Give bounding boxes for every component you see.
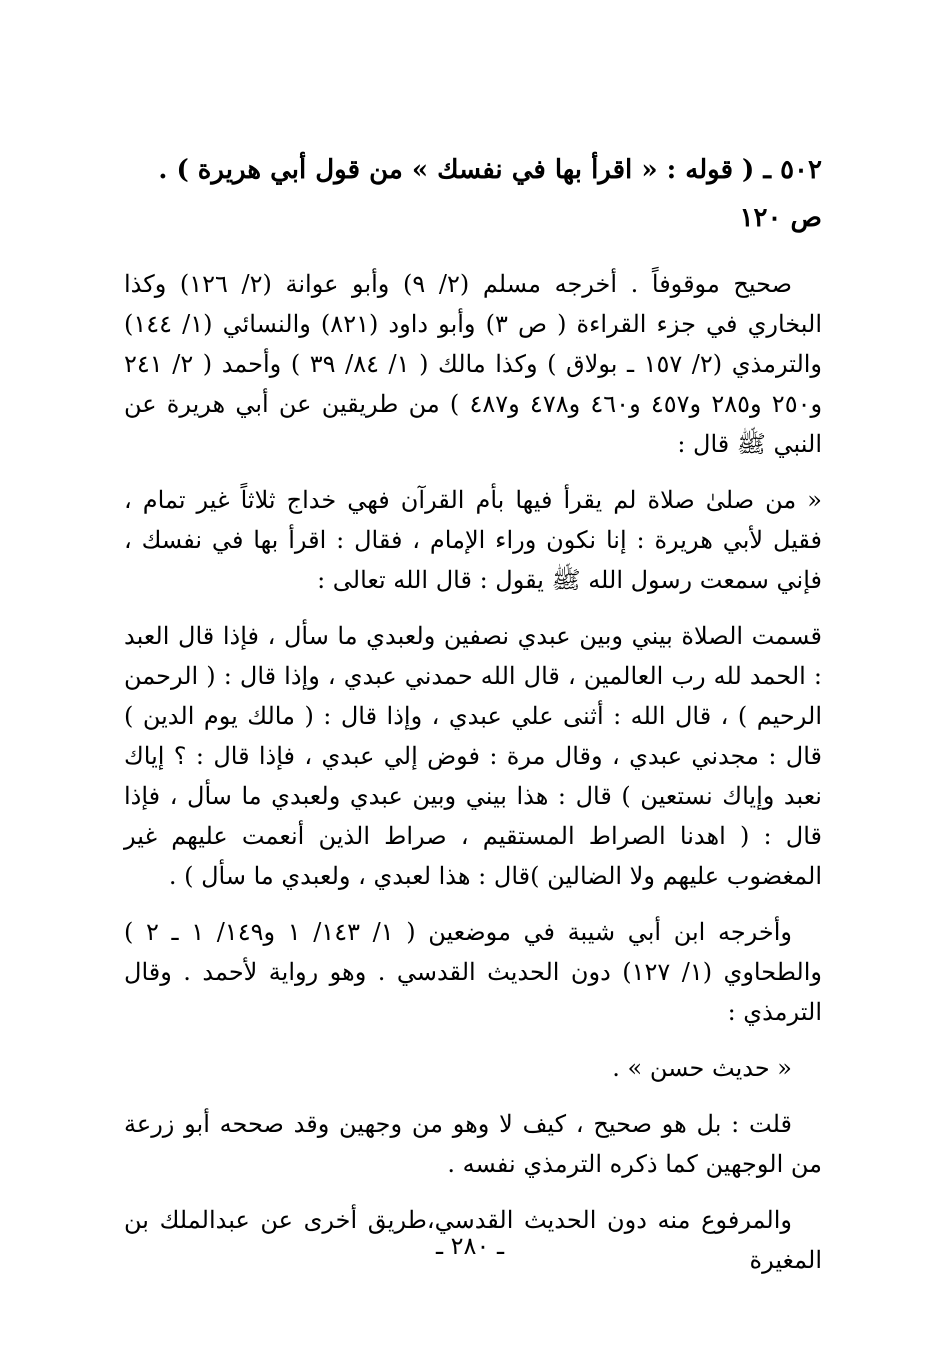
hadith-text-paragraph: « من صلىٰ صلاة لم يقرأ فيها بأم القرآن فهي خداج ثلاثاً غير تمام ، فقيل لأبي هريرة : إنا نكون وراء الإمام ، فقال : اقرأ بها في نفسك ، فإني سمعت رسول الله ﷺ يقول : قال الله تعالى : (124, 486, 822, 594)
heading-title: ٥٠٢ ـ ( قوله : « اقرأ بها في نفسك » من قول أبي هريرة ) . (158, 155, 822, 185)
additional-takhrij-paragraph: وأخرجه ابن أبي شيبة في موضعين ( ١/ ١٤٣/ ١ و١٤٩/ ١ ـ ٢ ) والطحاوي (١/ ١٢٧) دون الحديث القدسي . وهو رواية لأحمد . وقال الترمذي : (124, 918, 822, 1026)
heading-page-ref: ص ١٢٠ (739, 203, 822, 233)
page-number: ـ ٢٨٠ ـ (435, 1232, 504, 1260)
qudsi-hadith-paragraph: قسمت الصلاة بيني وبين عبدي نصفين ولعبدي ما سأل ، فإذا قال العبد : الحمد لله رب العالمين ، قال الله حمدني عبدي ، وإذا قال : ( الرحمن الرحيم ) ، قال الله : أثنى علي عبدي ، وإذا قال : ( مالك يوم الدين ) قال : مجدني عبدي ، وقال مرة : فوض إلي عبدي ، فإذا قال : ؟ إياك نعبد وإياك نستعين ) قال : هذا بيني وبين عبدي ولعبدي ما سأل ، فإذا قال : ( اهدنا الصراط المستقيم ، صراط الذين أنعمت عليهم غير المغضوب عليهم ولا الضالين )قال : هذا لعبدي ، ولعبدي ما سأل ) . (124, 622, 822, 890)
hadith-heading (124, 146, 822, 242)
tirmidhi-verdict: « حديث حسن » . (612, 1054, 792, 1082)
continuation-paragraph: والمرفوع منه دون الحديث القدسي،طريق أخرى عن عبدالملك بن المغيرة (124, 1206, 822, 1274)
author-comment-paragraph: قلت : بل هو صحيح ، كيف لا وهو من وجهين وقد صححه أبو زرعة من الوجهين كما ذكره الترمذي نفسه . (124, 1110, 822, 1178)
takhrij-paragraph: صحيح موقوفاً . أخرجه مسلم (٢/ ٩) وأبو عوانة (٢/ ١٢٦) وكذا البخاري في جزء القراءة ( ص ٣) وأبو داود (٨٢١) والنسائي (١/ ١٤٤) والترمذي (٢/ ١٥٧ ـ بولاق ) وكذا مالك ( ١/ ٨٤/ ٣٩ ) وأحمد ( ٢/ ٢٤١ و٢٥٠ و٢٨٥ و٤٥٧ و٤٦٠ و٤٧٨ و٤٨٧ ) من طريقين عن أبي هريرة عن النبي ﷺ قال : (124, 270, 823, 458)
